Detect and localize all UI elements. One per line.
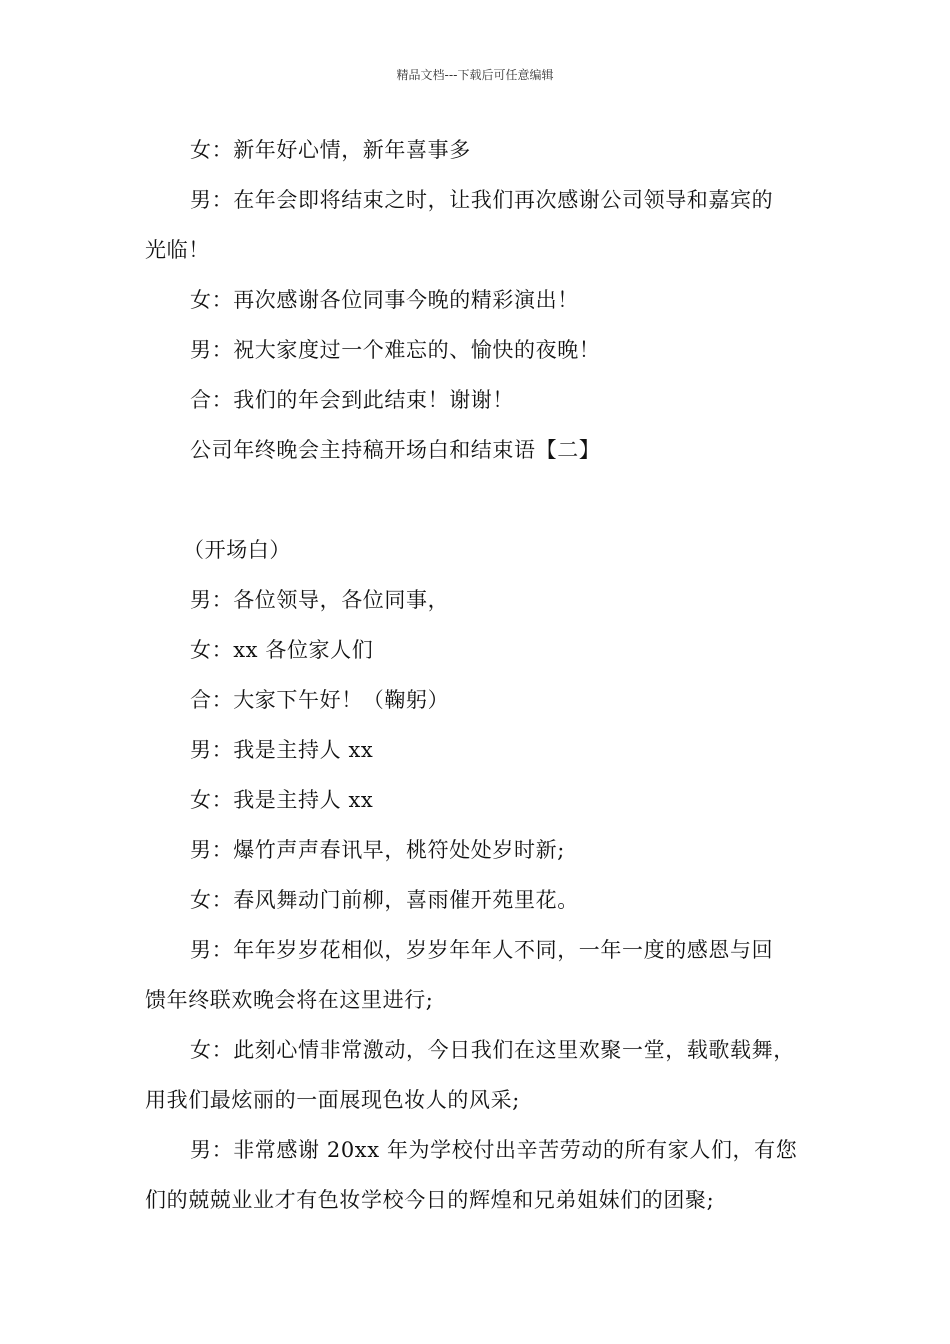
paragraph-line: 合：大家下午好！（鞠躬） [190,688,450,712]
paragraph-line: 男：我是主持人 xx [190,738,374,762]
paragraph-line: 男：各位领导，各位同事， [190,588,450,612]
paragraph-line: 馈年终联欢晚会将在这里进行; [145,988,434,1012]
paragraph-line: 们的兢兢业业才有色妆学校今日的辉煌和兄弟姐妹们的团聚; [145,1188,715,1212]
paragraph-line: 女：xx 各位家人们 [190,638,374,662]
paragraph-line: 女：新年好心情，新年喜事多 [190,138,471,162]
page-header: 精品文档---下载后可任意编辑 [396,68,554,82]
section-title: 公司年终晚会主持稿开场白和结束语【二】 [190,438,601,462]
paragraph-line: 合：我们的年会到此结束！谢谢！ [190,388,514,412]
paragraph-line: 女：再次感谢各位同事今晚的精彩演出！ [190,288,579,312]
paragraph-line: 女：此刻心情非常激动，今日我们在这里欢聚一堂，载歌载舞， [190,1038,795,1062]
paragraph-line: 男：爆竹声声春讯早，桃符处处岁时新; [190,838,565,862]
paragraph-line: 用我们最炫丽的一面展现色妆人的风采; [145,1088,520,1112]
paragraph-line: 女：春风舞动门前柳，喜雨催开苑里花。 [190,888,579,912]
paragraph-line: 女：我是主持人 xx [190,788,374,812]
paragraph-line: 男：在年会即将结束之时，让我们再次感谢公司领导和嘉宾的 [190,188,774,212]
paragraph-line: 光临！ [145,238,210,262]
paragraph-line: 男：年年岁岁花相似，岁岁年年人不同，一年一度的感恩与回 [190,938,774,962]
paragraph-line: 男：祝大家度过一个难忘的、愉快的夜晚！ [190,338,601,362]
section-subtitle: （开场白） [183,538,291,562]
paragraph-line: 男：非常感谢 20xx 年为学校付出辛苦劳动的所有家人们，有您 [190,1138,798,1162]
